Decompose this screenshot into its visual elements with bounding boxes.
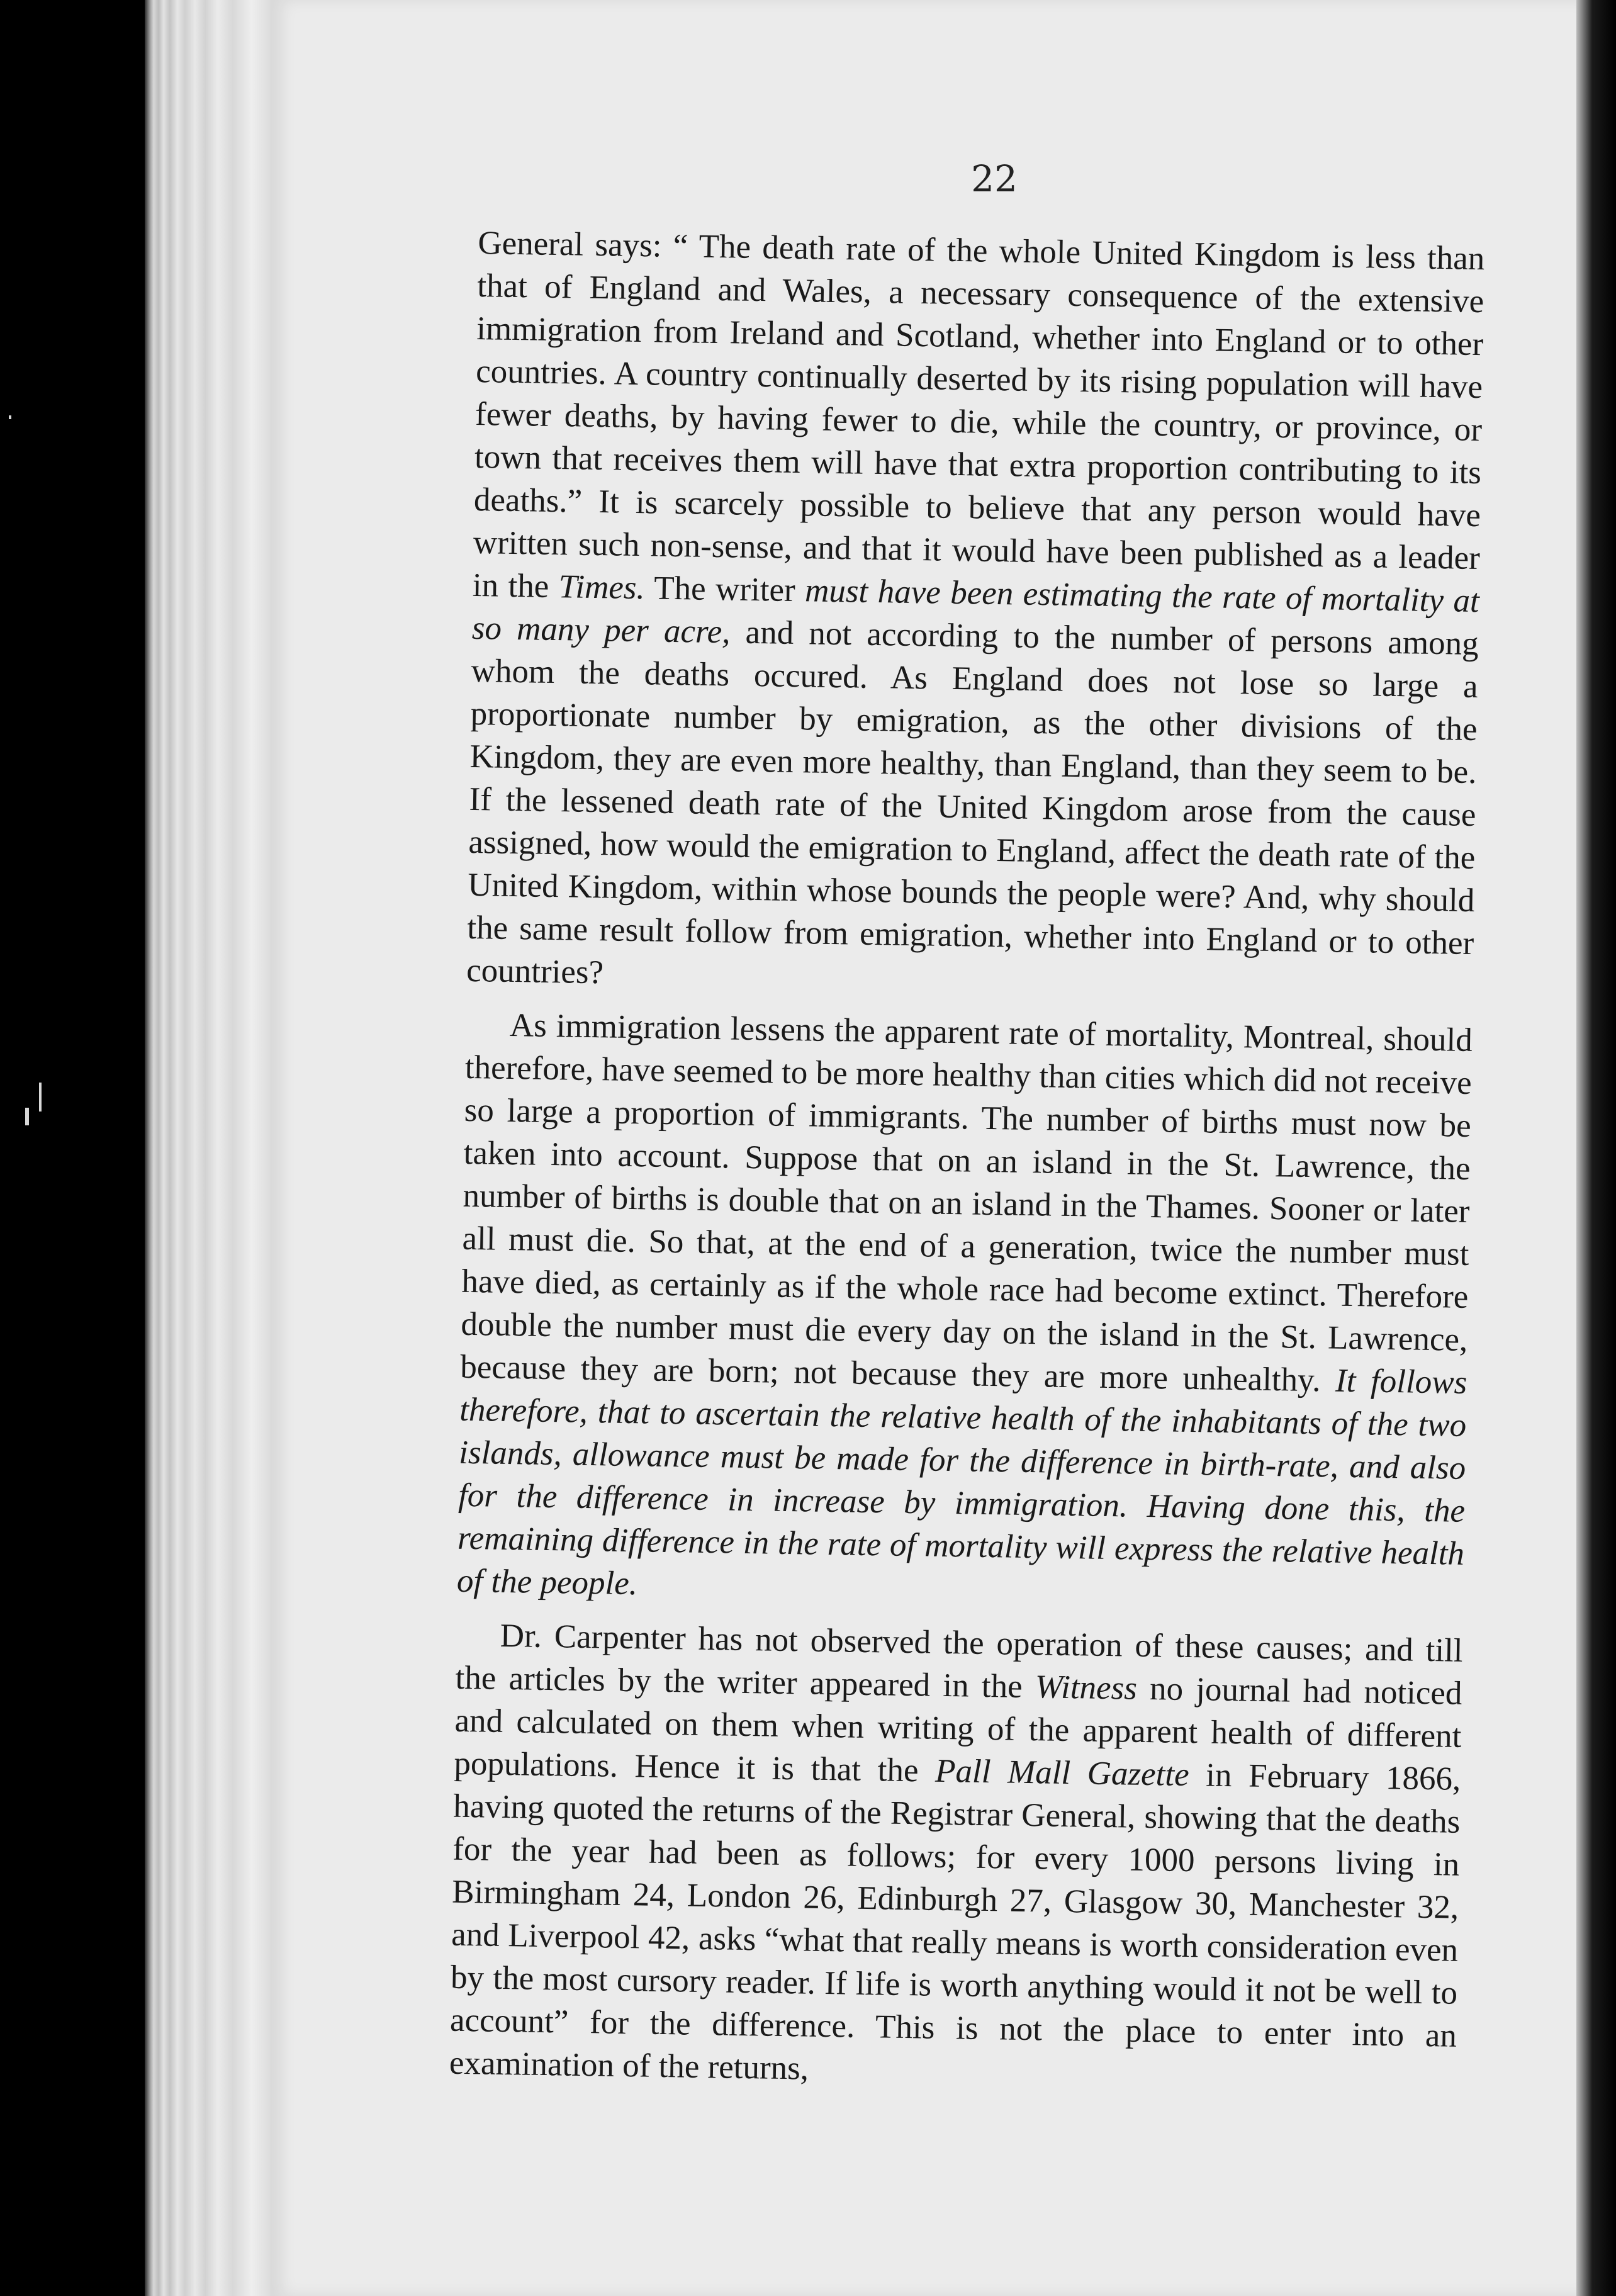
paragraph-1 — [466, 222, 1485, 1008]
italic-run: Times. — [558, 568, 646, 607]
text-run: As immigration lessens the apparent rate of mortality, Montreal, should therefore, have seemed to be more healthy than cities which did not receive so large a proportion of immigrants. The number of births must now be taken into account. Suppose that on an island in the St. Lawrence, the number of births is double that on an island in the Thames. Sooner or later all must die. So that, at the end of a generation, twice the number must have died, as certainly as if the whole race had become extinct. Therefore double the number must die every day on the island in the St. Lawrence, because they are born; not because they are more unhealthy. — [459, 1006, 1473, 1399]
page-number: 22 — [971, 157, 1018, 200]
italic-run: Witness — [1035, 1669, 1138, 1707]
paragraph-3 — [449, 1614, 1464, 2100]
italic-run: must have been estimating the rate of mortality at so many per acre, — [471, 572, 1480, 651]
text-run: in February 1866, having quoted the returns of the Registrar General, showing that the deaths for the year had been as follows; for every 1000 persons living in Birmingham 24, London 26, Edinburgh 27, Glasgow 30, Manchester 32, and Liverpool 42, asks “what that really means is worth consideration even by the most cursory reader. If life is worth anything would it not be well to account” for the difference. This is not the place to enter into an examination of the returns, — [449, 1757, 1461, 2087]
text-run: General says: “ The death rate of the whole United Kingdom is less than that of England and Wales, a necessary consequence of the extensive immigration from Ireland and Scotland, whether into England or to other countries. A country continually deserted by its rising population will have fewer deaths, by having fewer to die, while the country, or province, or town that receives them will have that extra proportion contributing to its deaths.” It is scarcely possible to believe that any person would have written such non-sense, and that it would have been published as a leader in the — [472, 224, 1485, 605]
italic-run: It follows therefore, that to ascertain the relative health of the inhabitants of the two islands, allowance must be made for the difference in birth-rate, and also for the difference in increase by immigration. Having done this, the remaining difference in the rate of mortality will express the relative health of the people. — [456, 1362, 1467, 1602]
gutter-shadow — [1576, 0, 1616, 2296]
body-text — [449, 222, 1485, 2100]
text-run: no journal had noticed and calculated on them when writing of the apparent health of different populations. Hence it is that the — [454, 1670, 1462, 1789]
scan-speck — [9, 415, 11, 419]
paragraph-2 — [457, 1003, 1473, 1618]
scan-speck — [25, 1108, 29, 1125]
text-run: The writer — [644, 570, 805, 609]
text-run: and not according to the number of persons among whom the deaths occured. As England does not lose so large a proportionate number by emigration, as the other divisions of the Kingdom, they are even more healthy, than England, than they seem to be. If the lessened death rate of the United Kingdom arose from the cause assigned, how would the emigration to England, affect the death rate of the United Kingdom, within whose bounds the people were? And, why should the same result follow from emigration, whether into England or to other countries? — [466, 614, 1479, 991]
page-stack-edges — [145, 0, 289, 2296]
italic-run: Pall Mall Gazette — [934, 1752, 1190, 1794]
text-run: Dr. Carpenter has not observed the operation of these causes; and till the articles by the writer appeared in the — [455, 1617, 1463, 1706]
scan-speck — [39, 1083, 42, 1111]
